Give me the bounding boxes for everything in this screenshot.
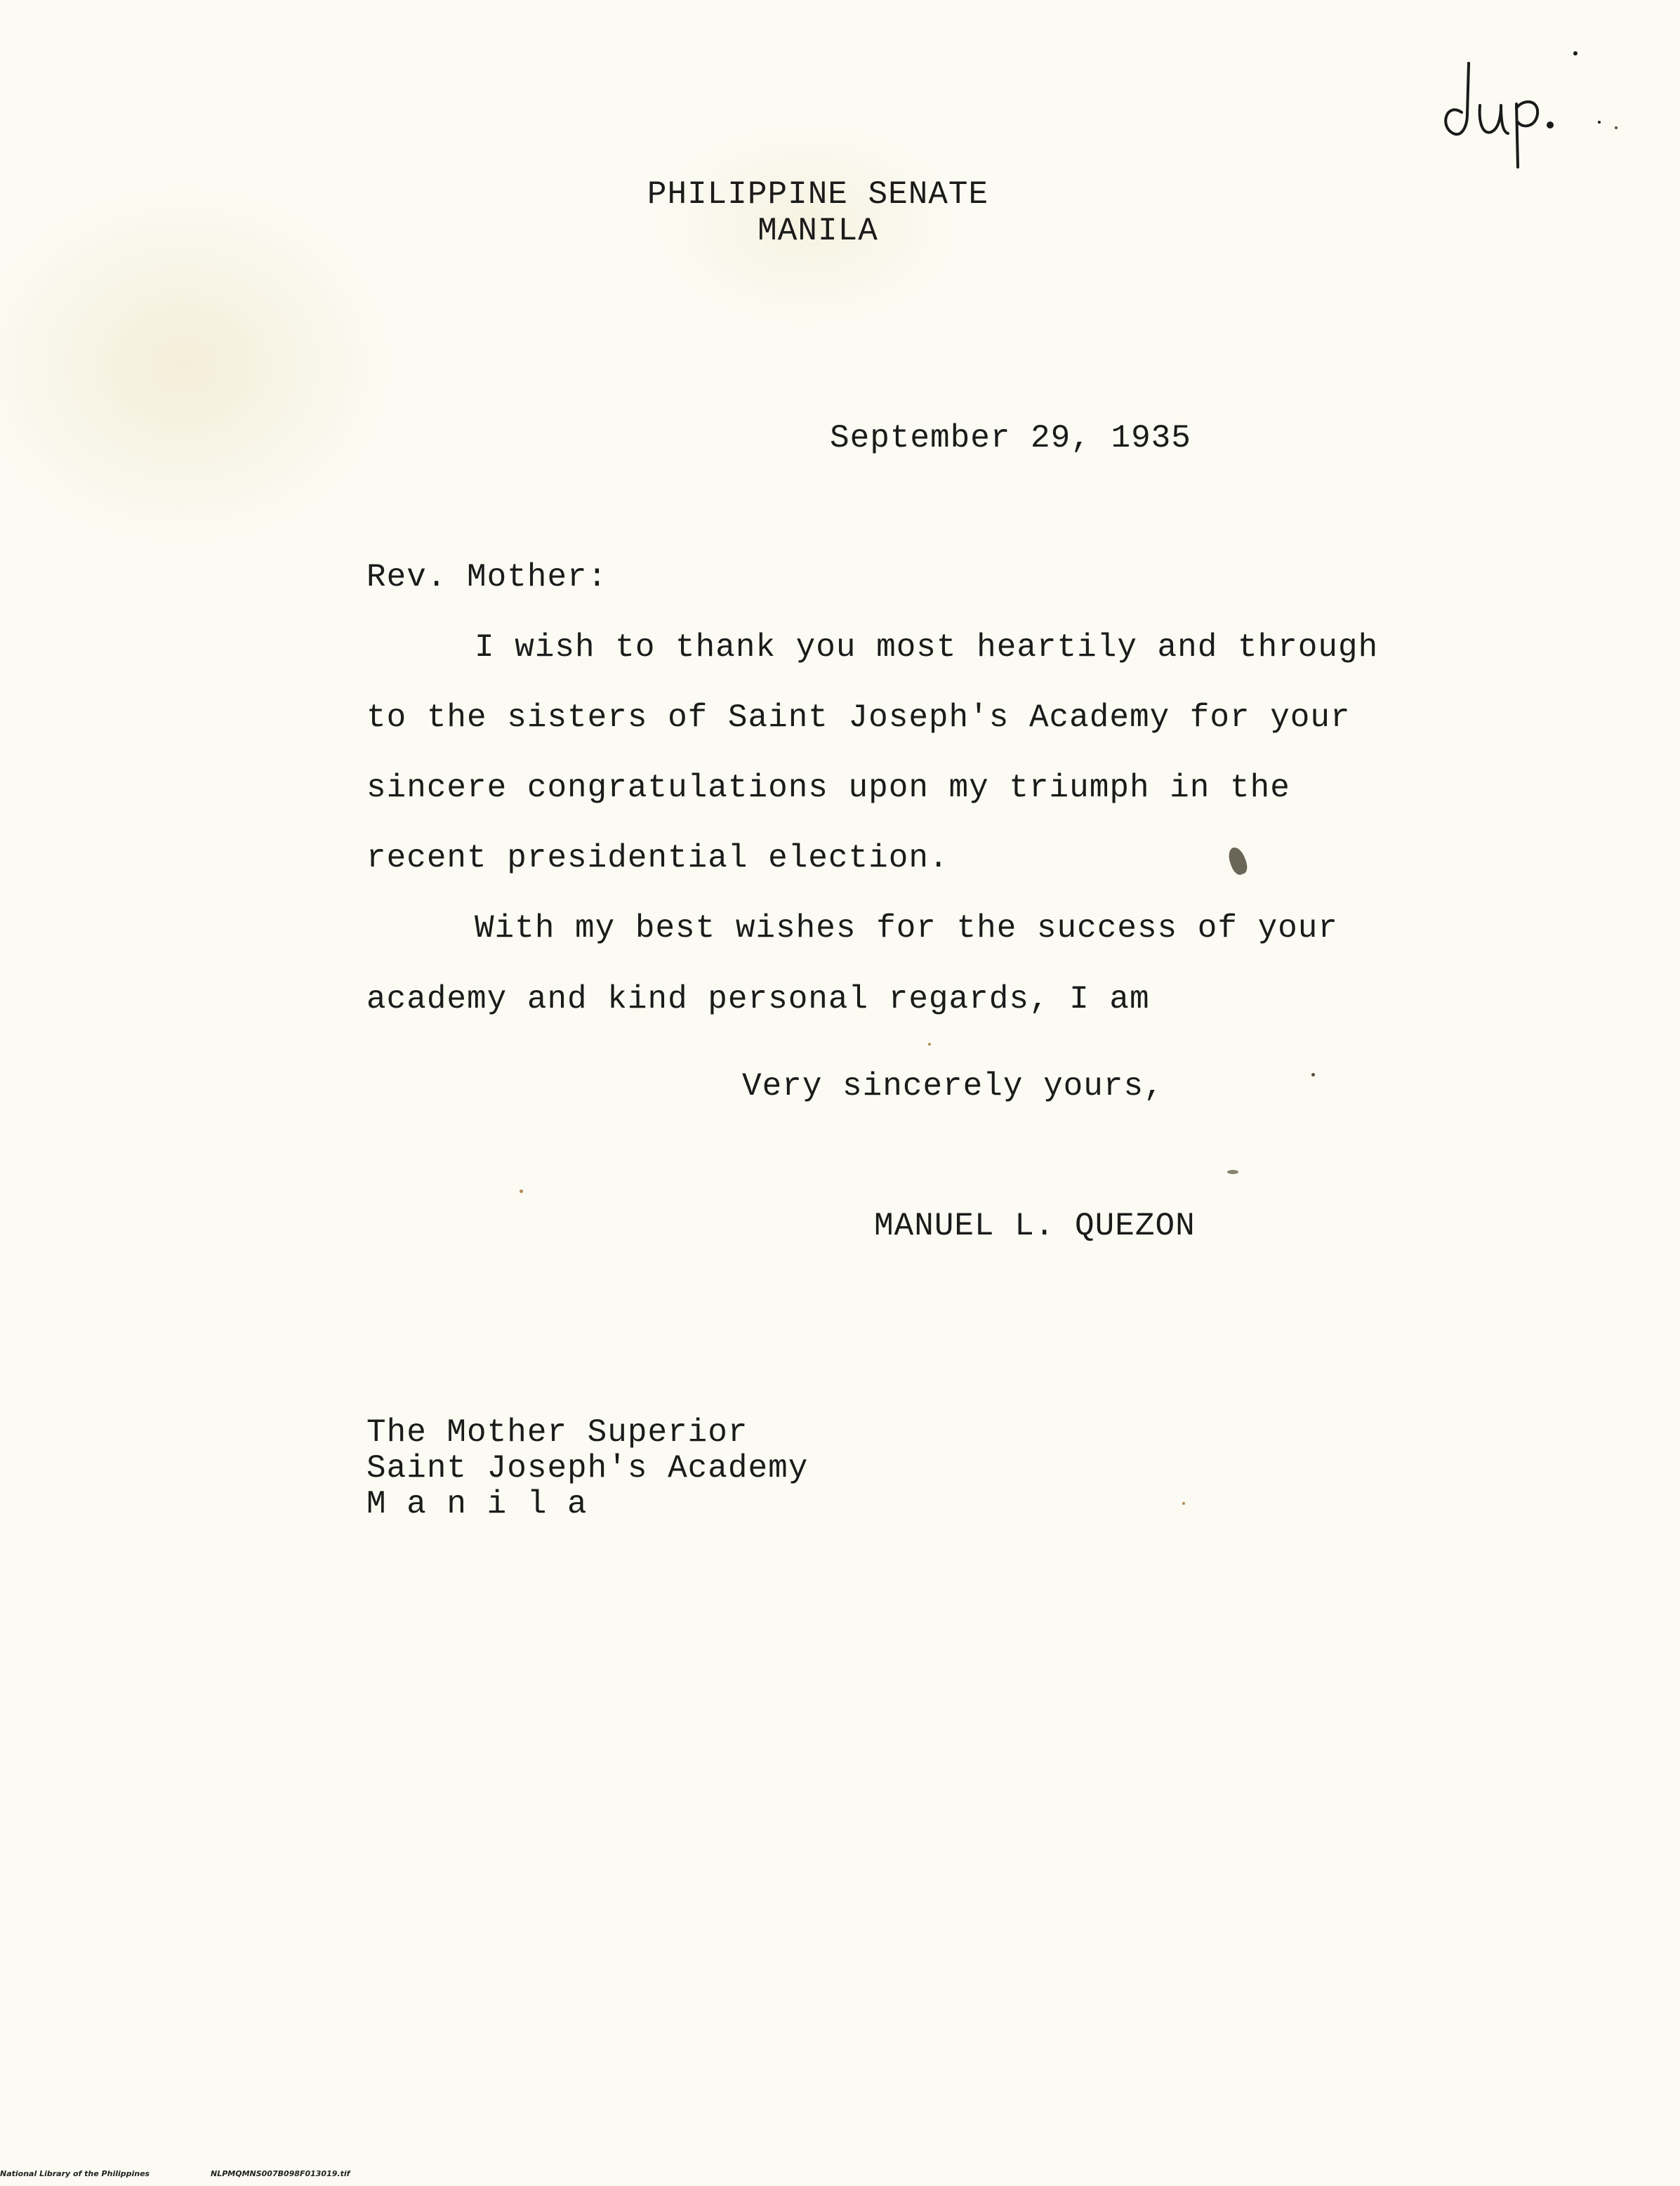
addressee-line: M a n i l a (366, 1486, 588, 1522)
body-line: With my best wishes for the success of your (475, 910, 1338, 947)
letterhead-city: MANILA (758, 213, 878, 249)
body-line: to the sisters of Saint Joseph's Academy for your (366, 699, 1351, 736)
paper-speck (1182, 1502, 1185, 1505)
body-line: recent presidential election. (366, 840, 949, 876)
handwritten-note-dup (1418, 35, 1608, 176)
letterhead-organization: PHILIPPINE SENATE (647, 176, 989, 213)
footer-filename: NLPMQMNS007B098F013019.tif (211, 2169, 350, 2178)
addressee-line: Saint Joseph's Academy (366, 1450, 809, 1487)
addressee-line: The Mother Superior (366, 1414, 748, 1451)
paper-speck (1311, 1073, 1315, 1076)
paper-speck (1226, 845, 1250, 876)
paper-speck (928, 1043, 931, 1046)
paper-speck (1615, 126, 1618, 129)
paper-speck (1227, 1170, 1238, 1174)
salutation: Rev. Mother: (366, 559, 608, 595)
signatory-name: MANUEL L. QUEZON (874, 1208, 1196, 1244)
paper-speck (520, 1190, 523, 1193)
letter-date: September 29, 1935 (830, 420, 1191, 456)
body-line: sincere congratulations upon my triumph in the (366, 770, 1290, 806)
body-line: I wish to thank you most heartily and through (475, 629, 1379, 666)
body-line: academy and kind personal regards, I am (366, 981, 1150, 1018)
closing: Very sincerely yours, (742, 1068, 1164, 1105)
footer-institution: National Library of the Philippines (0, 2169, 150, 2178)
